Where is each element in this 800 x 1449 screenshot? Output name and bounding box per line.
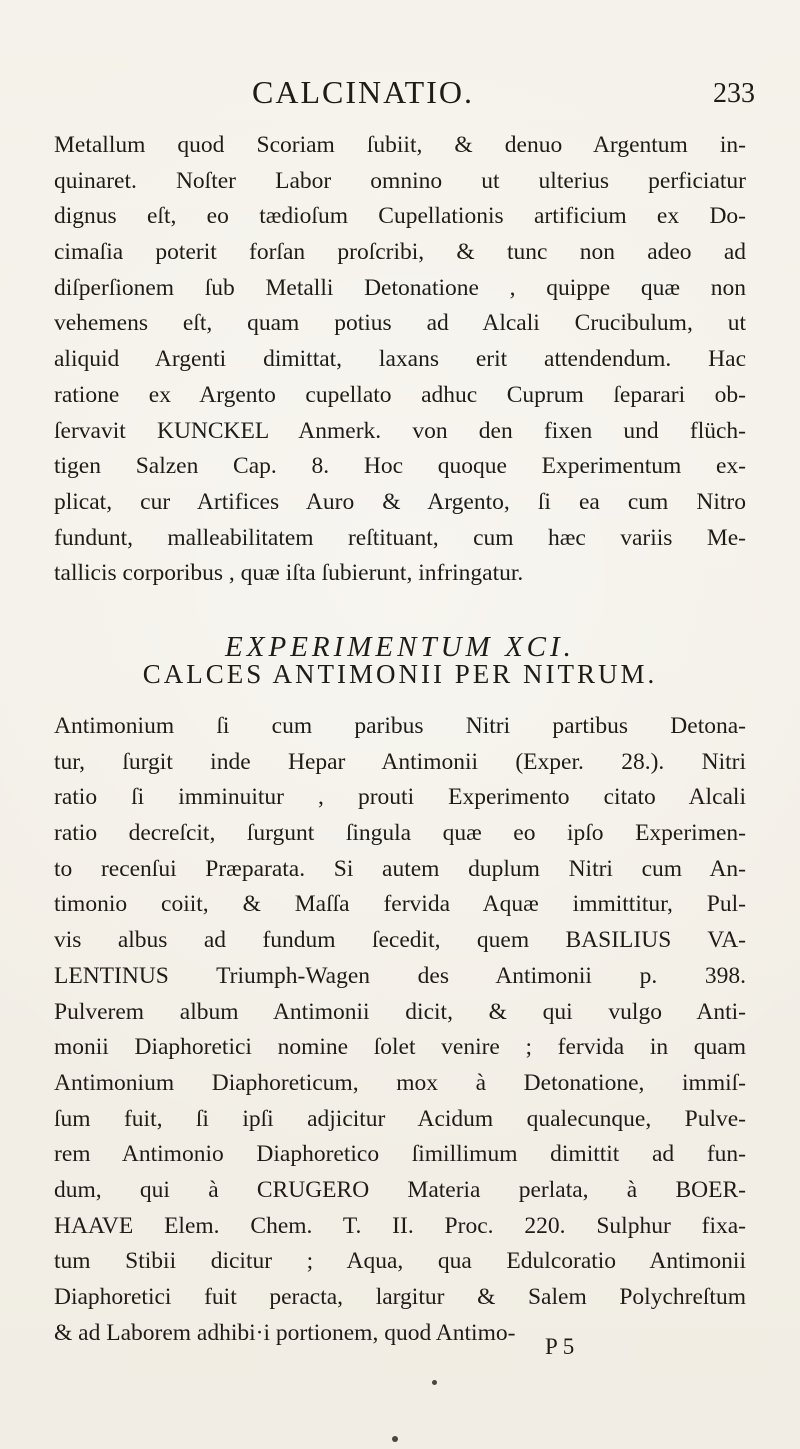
paragraph-1 [54, 128, 746, 592]
text-line: diſperſionem ſub Metalli Detonatione , quippe quæ non [54, 274, 746, 301]
signature-mark: P 5 [545, 1334, 575, 1359]
text-line: plicat, cur Artifices Auro & Argento, ſi ea cum Nitro [54, 488, 746, 515]
text-line: ſum fuit, ſi ipſi adjicitur Acidum qualecunque, Pulve- [54, 1105, 746, 1132]
text-line: Pulverem album Antimonii dicit, & qui vulgo Anti- [54, 998, 746, 1025]
ink-speck [432, 1380, 437, 1385]
text-line: tigen Salzen Cap. 8. Hoc quoque Experimentum ex- [54, 453, 746, 480]
text-line: timonio coiit, & Maſſa fervida Aquæ immittitur, Pul- [54, 891, 746, 918]
text-line: to recenſui Præparata. Si autem duplum Nitri cum An- [54, 855, 746, 882]
text-line: vehemens eſt, quam potius ad Alcali Crucibulum, ut [54, 310, 746, 337]
text-line: Diaphoretici fuit peracta, largitur & Salem Polychreſtum [54, 1284, 746, 1310]
experiment-subheading: CALCES ANTIMONII PER NITRUM. [142, 659, 658, 689]
text-line: aliquid Argenti dimittat, laxans erit attendendum. Hac [54, 346, 746, 373]
text-line: Antimonium Diaphoreticum, mox à Detonatione, immiſ- [54, 1069, 746, 1096]
text-line: Metallum quod Scoriam ſubiit, & denuo Argentum in- [54, 132, 746, 158]
text-line: HAAVE Elem. Chem. T. II. Proc. 220. Sulphur fixa- [54, 1212, 746, 1239]
text-line: Antimonium ſi cum paribus Nitri partibus Detona- [54, 713, 746, 739]
text-line: ratione ex Argento cupellato adhuc Cuprum ſeparari ob- [54, 381, 746, 408]
running-head-title: CALCINATIO. [252, 74, 474, 110]
text-line: tallicis corporibus , quæ iſta ſubierunt, infringatur. [54, 560, 524, 587]
paragraph-2 [54, 709, 746, 1351]
text-line: monii Diaphoretici nomine ſolet venire ; fervida in quam [54, 1034, 746, 1061]
ink-speck [392, 1436, 398, 1442]
text-line: cimaſia poterit forſan proſcribi, & tunc non adeo ad [54, 239, 746, 266]
text-line: vis albus ad fundum ſecedit, quem BASILIUS VA- [54, 927, 746, 954]
text-line: tum Stibii dicitur ; Aqua, qua Edulcoratio Antimonii [54, 1248, 746, 1275]
text-line: ſervavit KUNCKEL Anmerk. von den fixen und flüch- [54, 417, 746, 444]
text-line: & ad Laborem adhibi·i portionem, quod Antimo- [54, 1319, 516, 1346]
text-line: rem Antimonio Diaphoretico ſimillimum dimittit ad fun- [54, 1141, 746, 1168]
text-line: quinaret. Noſter Labor omnino ut ulterius perficiatur [54, 167, 746, 194]
experiment-heading: EXPERIMENTUM XCI. [225, 631, 575, 663]
text-line: ratio ſi imminuitur , prouti Experimento citato Alcali [54, 784, 746, 811]
text-line: tur, ſurgit inde Hepar Antimonii (Exper. 28.). Nitri [54, 748, 746, 775]
text-line: LENTINUS Triumph-Wagen des Antimonii p. 398. [54, 962, 746, 989]
running-head [0, 74, 800, 114]
text-line: dignus eſt, eo tædioſum Cupellationis artificium ex Do- [54, 203, 746, 230]
text-line: fundunt, malleabilitatem reſtituant, cum hæc variis Me- [54, 524, 746, 551]
text-line: ratio decreſcit, ſurgunt ſingula quæ eo ipſo Experimen- [54, 820, 746, 847]
page-number: 233 [713, 78, 755, 109]
text-line: dum, qui à CRUGERO Materia perlata, à BOER- [54, 1176, 746, 1203]
